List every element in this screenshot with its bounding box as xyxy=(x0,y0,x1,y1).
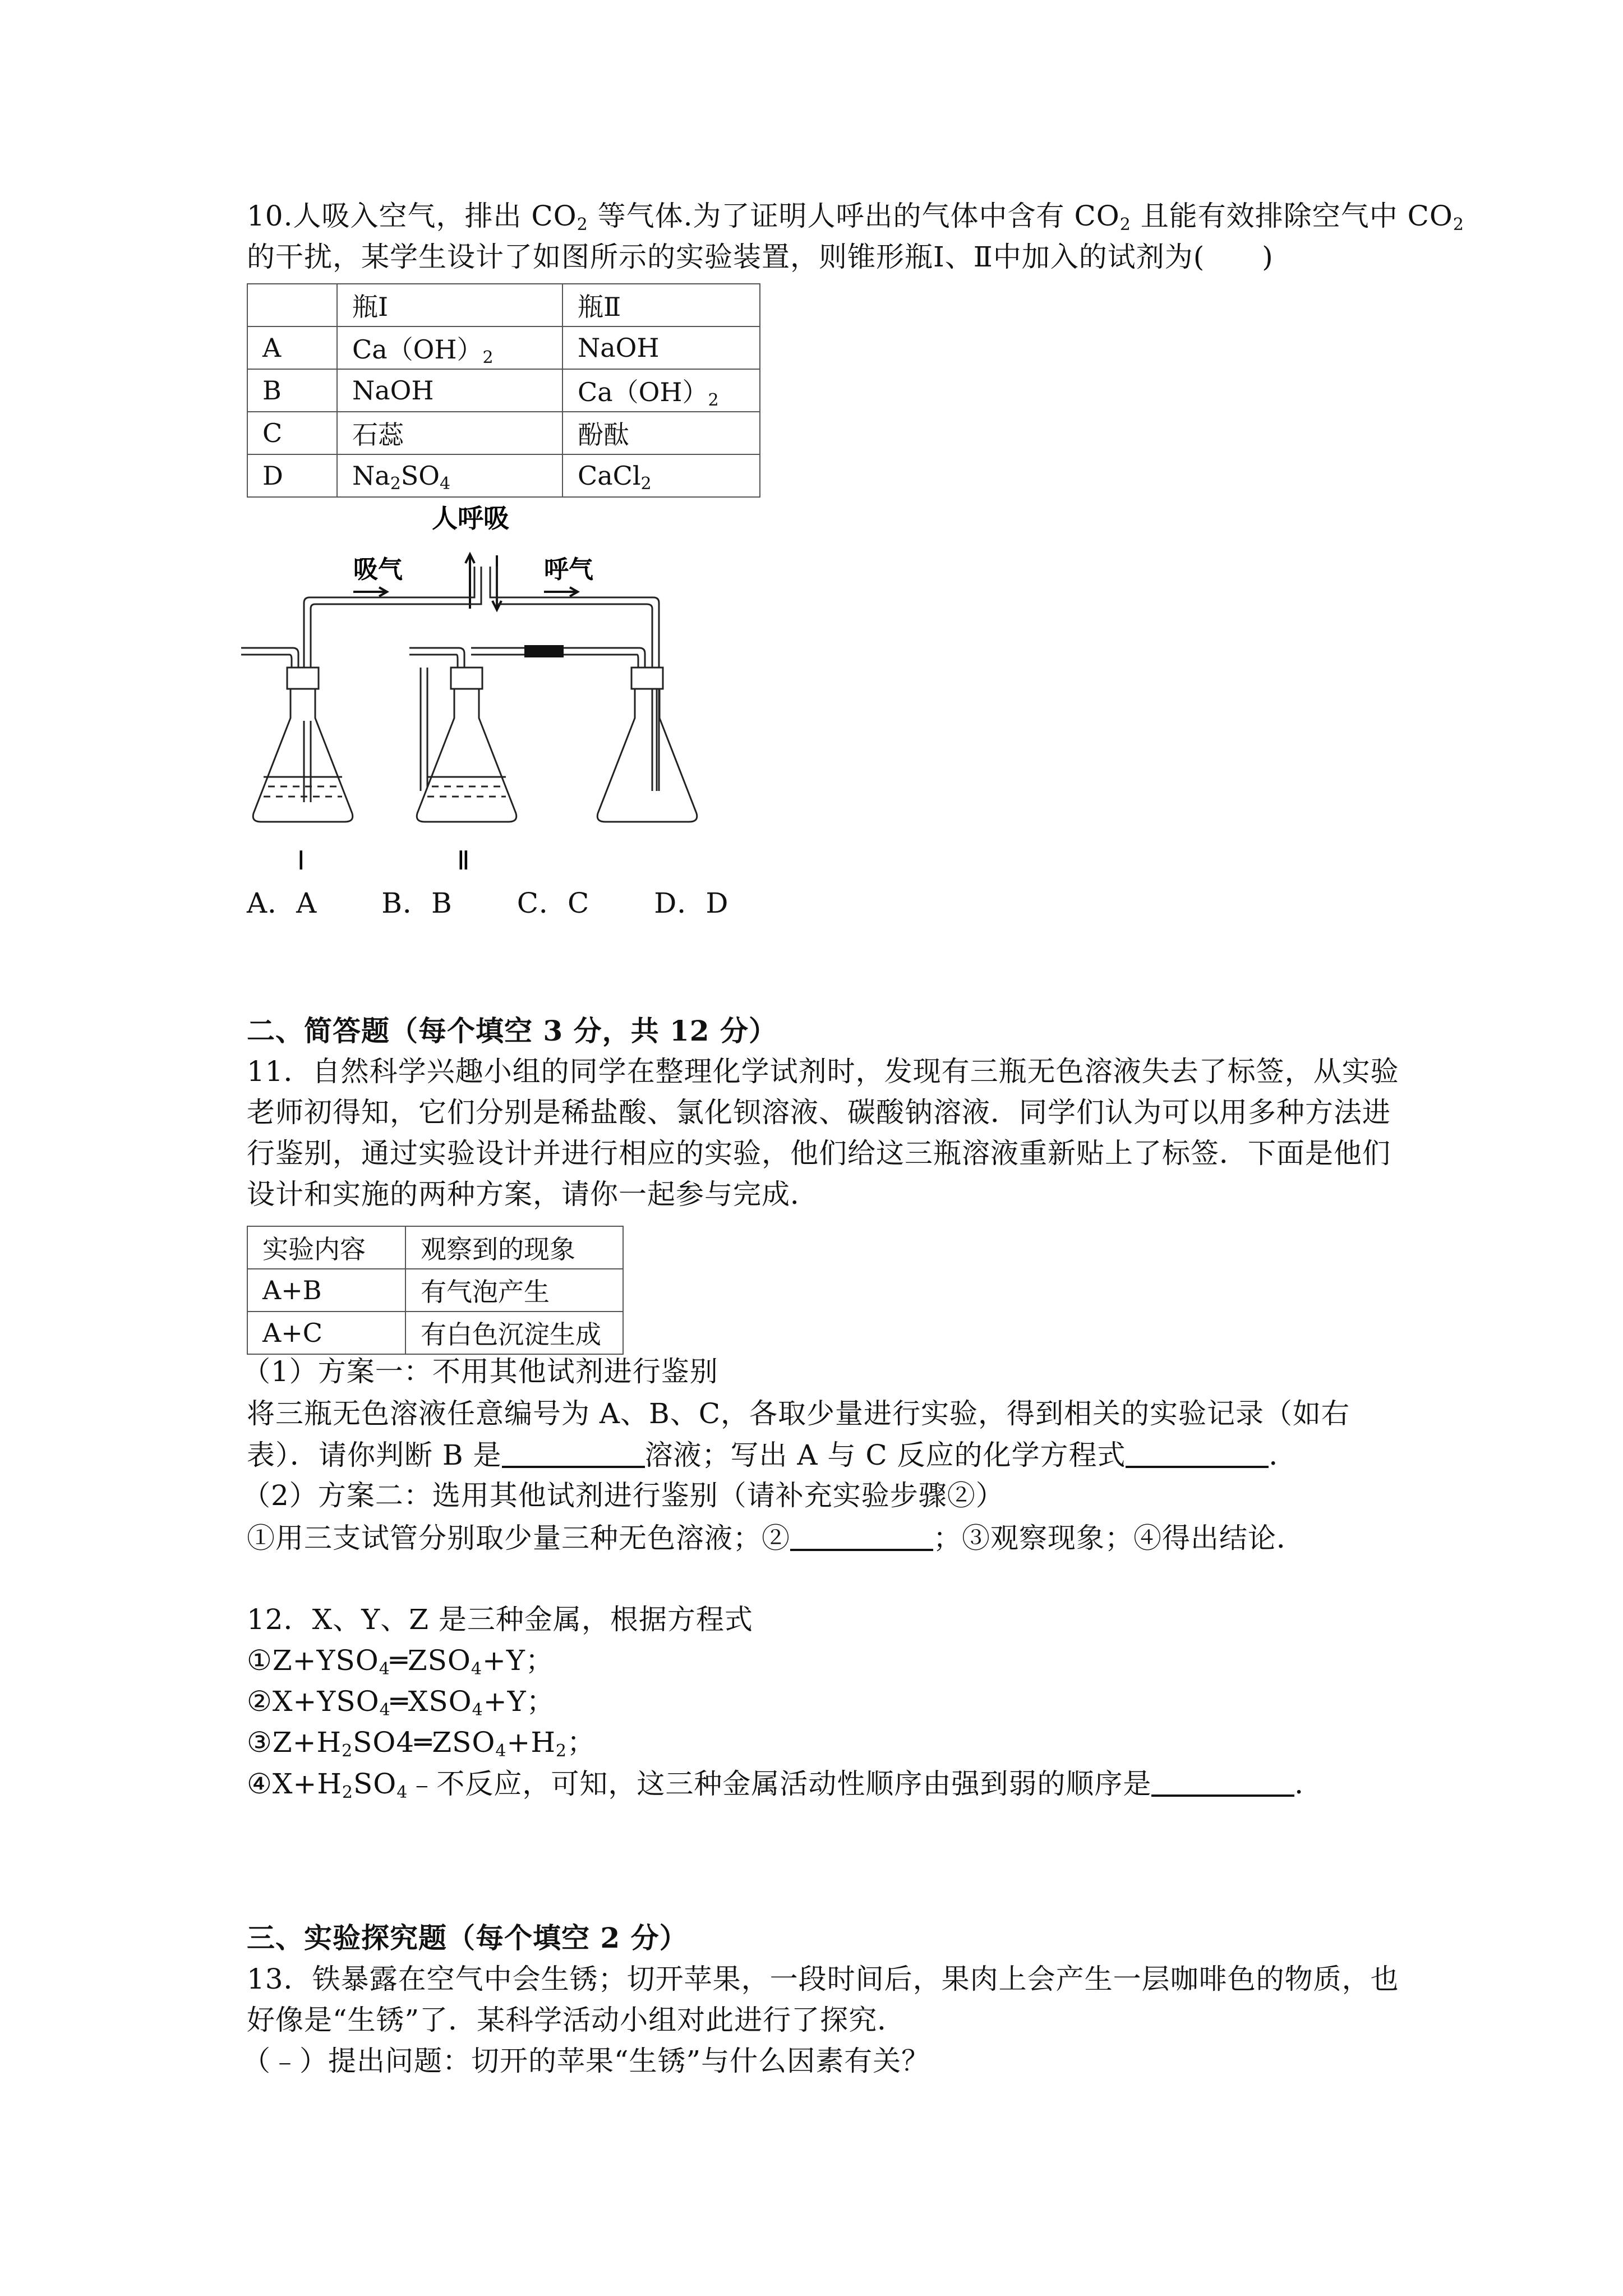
q11-plan1-line1: 将三瓶无色溶液任意编号为 A、B、C，各取少量进行实验，得到相关的实验记录（如右 xyxy=(247,1397,1350,1430)
q11-line4: 设计和实施的两种方案，请你一起参与完成． xyxy=(247,1178,819,1211)
answer-blank-step2[interactable] xyxy=(790,1521,933,1551)
answer-blank-equation[interactable] xyxy=(1126,1438,1269,1468)
q11-plan2-line: ①用三支试管分别取少量三种无色溶液；② ；③观察现象；④得出结论． xyxy=(247,1522,1305,1554)
q11-plan2-title: （2）方案二：选用其他试剂进行鉴别（请补充实验步骤②） xyxy=(242,1479,1004,1512)
flask-II xyxy=(417,668,517,822)
flask-I xyxy=(253,668,353,822)
q10-reagent-table xyxy=(247,283,760,498)
flask-label-II: Ⅱ xyxy=(457,845,470,876)
breathing-apparatus-diagram xyxy=(241,499,735,892)
q13-line3: （﹣）提出问题：切开的苹果“生锈”与什么因素有关？ xyxy=(242,2045,930,2077)
q12-intro: 12．X、Y、Z 是三种金属，根据方程式 xyxy=(247,1603,753,1636)
table-row: A+C 有白色沉淀生成 xyxy=(247,1312,623,1354)
q11-line3: 行鉴别，通过实验设计并进行相应的实验，他们给这三瓶溶液重新贴上了标签．下面是他们 xyxy=(247,1137,1391,1170)
option-c[interactable]: C．C xyxy=(517,887,590,919)
table-row: B NaOH $Ca(OH)_2$ xyxy=(247,369,760,412)
q13-line2: 好像是“生锈”了．某科学活动小组对此进行了探究． xyxy=(247,2004,906,2036)
flask-label-I: Ⅰ xyxy=(297,845,305,876)
rubber-connector xyxy=(524,645,564,657)
answer-blank-activity-order[interactable] xyxy=(1151,1766,1294,1797)
table-header-row: 瓶Ⅰ 瓶Ⅱ xyxy=(247,284,760,326)
answer-blank-b-solution[interactable] xyxy=(502,1438,645,1468)
q11-line2: 老师初得知，它们分别是稀盐酸、氯化钡溶液、碳酸钠溶液．同学们认为可以用多种方法进 xyxy=(247,1096,1391,1129)
table-header-row: 实验内容 观察到的现象 xyxy=(247,1226,623,1269)
option-b[interactable]: B．B xyxy=(381,887,453,919)
q12-eq4: $④X+H_2SO_4﹣$不反应，可知，这三种金属活动性顺序由强到弱的顺序是 ． xyxy=(247,1768,1324,1802)
exhale-label: 呼气 xyxy=(544,555,593,584)
table-row: D $Na_2SO_4$ CaCl$_2$ xyxy=(247,454,760,497)
q10-line1: 10.人吸入空气，排出 $CO_2$ 等气体.为了证明人呼出的气体中含有 $CO_2$ 且能有效排除空气中 $CO_2$ xyxy=(247,200,1464,234)
table-row: A $Ca(OH)_2$ NaOH xyxy=(247,326,760,369)
section3-heading: 三、实验探究题（每个填空 2 分） xyxy=(247,1921,688,1954)
option-a[interactable]: A．A xyxy=(247,887,317,919)
q11-plan1-title: （1）方案一：不用其他试剂进行鉴别 xyxy=(242,1355,718,1388)
option-d[interactable]: D．D xyxy=(654,887,729,919)
q10-options xyxy=(247,886,728,920)
table-row: C 石蕊 酚酞 xyxy=(247,412,760,454)
q10-line2: 的干扰，某学生设计了如图所示的实验装置，则锥形瓶Ⅰ、Ⅱ中加入的试剂为( ) xyxy=(247,241,1274,273)
q13-line1: 13．铁暴露在空气中会生锈；切开苹果，一段时间后，果肉上会产生一层咖啡色的物质，也 xyxy=(247,1963,1399,1995)
section2-heading: 二、简答题（每个填空 3 分，共 12 分） xyxy=(247,1014,777,1047)
flask-III xyxy=(597,668,697,822)
q12-eq3: $③Z+H_2SO4═ZSO_4+H_2$； xyxy=(247,1726,596,1761)
q12-eq1: $①Z+YSO_4═ZSO_4+Y$； xyxy=(247,1644,554,1679)
q11-plan1-line2: 表）．请你判断 B 是 溶液；写出 A 与 C 反应的化学方程式 ． xyxy=(247,1439,1298,1471)
q11-line1: 11．自然科学兴趣小组的同学在整理化学试剂时，发现有三瓶无色溶液失去了标签，从实验 xyxy=(247,1055,1399,1088)
q12-eq2: $②X+YSO_4═XSO_4+Y$； xyxy=(247,1685,555,1720)
q11-observation-table xyxy=(247,1226,624,1355)
figure-title: 人呼吸 xyxy=(432,503,509,533)
table-row: A+B 有气泡产生 xyxy=(247,1269,623,1312)
inhale-label: 吸气 xyxy=(353,555,403,584)
